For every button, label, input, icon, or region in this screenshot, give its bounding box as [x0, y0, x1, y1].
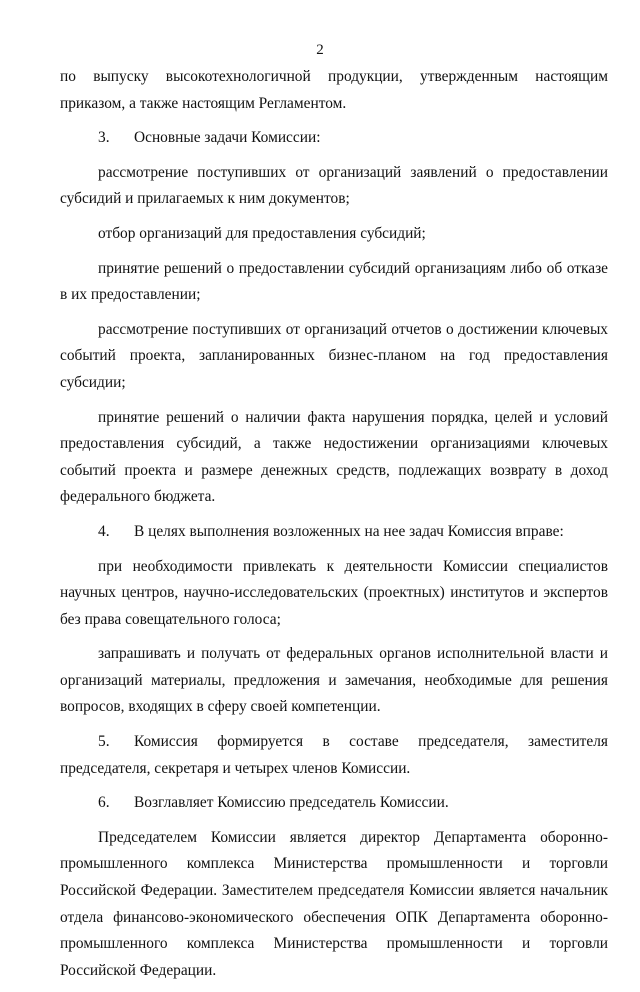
section-5: [60, 729, 608, 782]
section-text: Возглавляет Комиссию председатель Комиссии.: [134, 794, 449, 812]
chairman-paragraph: Председателем Комиссии является директор Департамента оборонно-промышленного комплекса Министерства промышленности и торговли Российской Федерации. Заместителем председателя Комиссии является начальник отдела финансово-экономического обеспечения ОПК Департамента оборонно-промышленного комплекса Министерства промышленности и торговли Российской Федерации.: [60, 828, 608, 979]
document-body: [60, 64, 608, 992]
section-number: 3.: [98, 129, 110, 147]
section-6-heading: [60, 790, 608, 817]
paragraph-continuation: по выпуску высокотехнологичной продукции, утвержденным настоящим приказом, а также настоящим Регламентом.: [60, 68, 608, 112]
section-text: Комиссия формируется в составе председателя, заместителя председателя, секретаря и четырех членов Комиссии.: [60, 733, 608, 777]
section-3-heading: [60, 125, 608, 152]
task-item: рассмотрение поступивших от организаций заявлений о предоставлении субсидий и прилагаемых к ним документов;: [60, 163, 608, 208]
section-text: В целях выполнения возложенных на нее задач Комиссия вправе:: [134, 522, 564, 540]
section-number: 4.: [98, 522, 110, 540]
right-item: запрашивать и получать от федеральных органов исполнительной власти и организаций материалы, предложения и замечания, необходимые для решения вопросов, входящих в сферу своей компетенции.: [60, 645, 608, 716]
task-item: принятие решений о предоставлении субсидий организациям либо об отказе в их предоставлении;: [60, 259, 608, 304]
right-item: при необходимости привлекать к деятельности Комиссии специалистов научных центров, научно-исследовательских (проектных) институтов и экспертов без права совещательного голоса;: [60, 557, 608, 628]
section-text: Основные задачи Комиссии:: [134, 129, 321, 147]
task-item: отбор организаций для предоставления субсидий;: [98, 224, 426, 242]
task-item: рассмотрение поступивших от организаций отчетов о достижении ключевых событий проекта, запланированных бизнес-планом на год предоставления субсидии;: [60, 320, 608, 391]
section-number: 5.: [98, 733, 110, 751]
page-number: 2: [316, 42, 324, 58]
section-4-heading: [60, 519, 608, 546]
section-number: 6.: [98, 794, 110, 812]
task-item: принятие решений о наличии факта нарушения порядка, целей и условий предоставления субсидий, а также недостижении организациями ключевых событий проекта и размере денежных средств, подлежащих возврату в доход федерального бюджета.: [60, 408, 608, 506]
